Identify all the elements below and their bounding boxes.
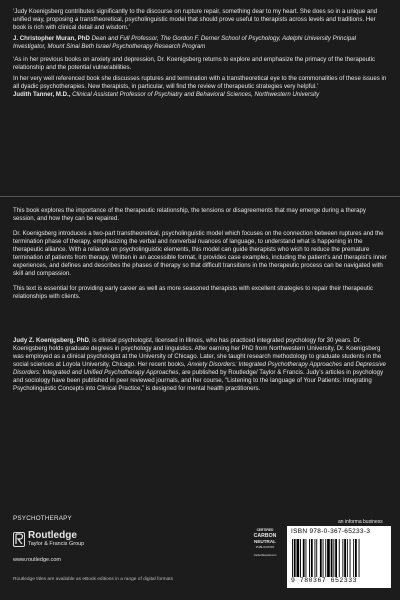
carbon-line4: PUBLICATION: [255, 545, 275, 549]
author-bio: Judy Z. Koenigsberg, PhD, is clinical psychologist, licensed in Illinois, who has practiced integrated psychology for 30 years. Dr. Koenigsberg holds graduate degrees in psychology and linguistics. After earning her PhD from Northwestern University, Dr. Koenigsberg was employed as a clinical psychologist at the University of Chicago. Later, she taught research methodology to graduate students in the social sciences at Loyola University, Chicago. Her recent books, Anxiety Disorders: Integrated Psychotherapy Approaches and Depressive Disorders: Integrated and Unified Psychotherapy Approaches, are published by Routledge/ Taylor & Francis. Judy’s articles in psychology and sociology have been published in peer reviewed journals, and her course, “Listening to the language of Your Patients: Integrating Psycholinguistic Concepts into Clinical Practice,” is designed for mental health practitioners.: [13, 337, 386, 393]
review-muran: [13, 8, 389, 51]
isbn-barcode: [287, 526, 391, 588]
publisher-logo: [13, 531, 84, 547]
section-divider: [0, 196, 400, 197]
reviewer-name: Judith Tanner, M.D.: [13, 91, 69, 99]
reviewer-name: J. Christopher Muran, PhD: [13, 35, 90, 43]
description-paragraph: Dr. Koenigsberg introduces a two-part transtheoretical, psycholinguistic model which focuses on the connection between ruptures and the termination phase of therapy, emphasizing the verbal and nonverbal nuances of language, to understand what is happening in the therapeutic alliance. With a reliance on psycholinguistic elements, this model can guide therapists who wish to reduce the premature termination of patients from therapy. Written in an accessible format, it provides case examples, including the patient’s and therapist’s inner experiences, and defines and describes the phases of therapy so that difficult transitions in the therapeutic process can be navigated with skill and compassion.: [13, 230, 387, 278]
book-title: Depressive Disorders: Integrated and Unified Psychotherapy Approaches: [13, 361, 386, 377]
publisher-website[interactable]: www.routledge.com: [13, 557, 61, 563]
routledge-r-icon: [13, 532, 25, 547]
review-quote-continued: In her very well referenced book she discusses ruptures and termination with a transtheoretical eye to the commonalities of these issues in all dyadic psychotherapies. New therapists, in particular, will find the review of therapeutic strategies very helpful.’: [13, 75, 387, 91]
reviews-section: [13, 8, 389, 104]
carbon-line2: CARBON: [253, 533, 277, 539]
ean-number: 9 780367 652333: [291, 576, 358, 584]
carbon-line3: NEUTRAL: [254, 539, 276, 544]
publisher-group: Taylor & Francis Group: [28, 541, 85, 547]
review-quote: ‘As in her previous books on anxiety and depression, Dr. Koenigsberg returns to explore and emphasize the primacy of the therapeutic relationship and the potential vulnerabilities.: [13, 56, 376, 72]
isbn-number: ISBN 978-0-367-65233-3: [291, 528, 371, 535]
review-quote: ‘Judy Koenigsberg contributes significantly to the discourse on rupture repair, something dear to my heart. She does so in a unique and unified way, proposing a transtheoretical, psycholinguistic model that should prove useful to therapists across levels and traditions. Her book is rich with clinical detail and wisdom.’: [13, 8, 378, 32]
book-title: Anxiety Disorders: Integrated Psychotherapy Approaches: [187, 361, 342, 369]
description-paragraph: This book explores the importance of the therapeutic relationship, the tensions or disagreements that may emerge during a therapy session, and how they can be repaired.: [13, 207, 366, 223]
reviewer-credit: Judith Tanner, M.D., Clinical Assistant Professor of Psychiatry and Behavioral Sciences, Northwestern University: [13, 91, 320, 99]
book-description: [13, 207, 389, 308]
author-name: Judy Z. Koenigsberg, PhD: [13, 337, 89, 344]
subject-category: PSYCHOTHERAPY: [13, 515, 72, 522]
carbon-neutral-badge-icon: [252, 526, 278, 562]
reviewer-credit: [13, 35, 389, 51]
publisher-name: Routledge: [28, 530, 77, 541]
carbon-line5: CarbonNeutral.com: [253, 554, 277, 557]
barcode-icon: [291, 539, 387, 577]
informa-tagline: an informa business: [338, 519, 383, 525]
ebook-note: Routledge titles are available as eBook editions in a range of digital formats: [13, 577, 173, 582]
description-paragraph: This text is essential for providing early career as well as more seasoned therapists with excellent strategies to repair their therapeutic relationships with clients.: [13, 285, 374, 301]
carbon-line1: CERTIFIED: [256, 528, 274, 532]
reviewer-title: Clinical Assistant Professor of Psychiatry and Behavioral Sciences, Northwestern University: [72, 91, 320, 99]
review-tanner: [13, 56, 389, 99]
reviewer-title: Dean and Full Professor, The Gordon F. Derner School of Psychology, Adelphi University Principal Investigator, Mount Sinai Beth Israel Psychotherapy Research Program: [13, 35, 356, 51]
